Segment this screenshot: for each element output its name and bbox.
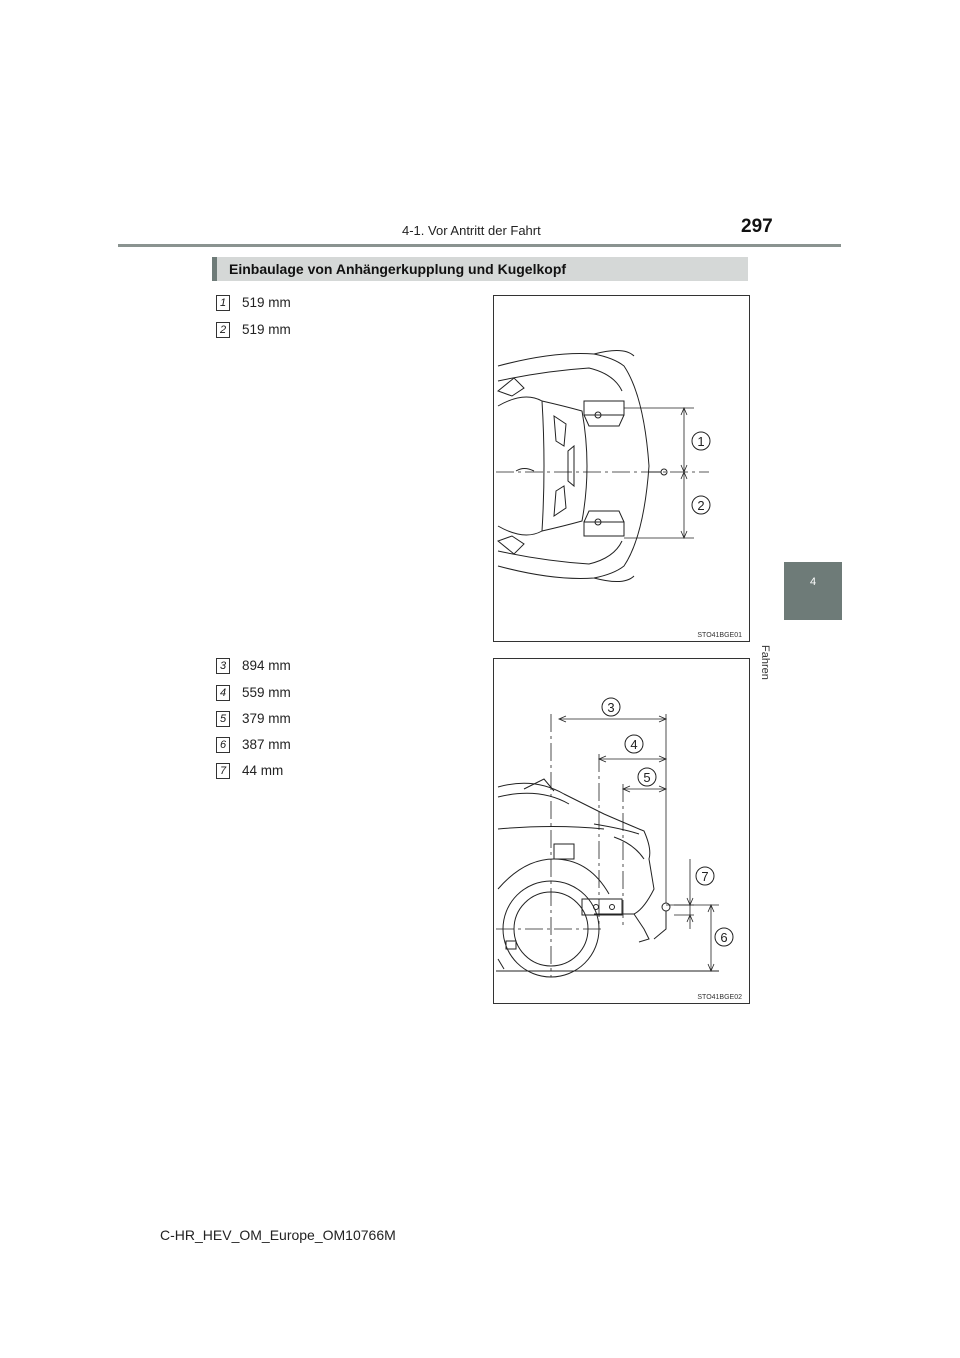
item-value: 44 mm: [242, 763, 284, 778]
callout-badge: 1: [216, 295, 230, 311]
item-value: 519 mm: [242, 295, 291, 310]
chapter-tab: [784, 562, 842, 620]
item-value: 379 mm: [242, 711, 291, 726]
figure-top-view: [493, 295, 750, 642]
side-view-drawing: [494, 659, 749, 1003]
chapter-number: 4: [809, 576, 817, 588]
callout-badge: 6: [216, 737, 230, 753]
figure-code: STO41BGE01: [697, 632, 742, 639]
item-value: 387 mm: [242, 737, 291, 752]
figure-side-view: [493, 658, 750, 1004]
chapter-label: Fahren: [759, 645, 771, 680]
callout-5: 5: [643, 770, 651, 785]
callout-1: 1: [697, 434, 705, 449]
callout-badge: 4: [216, 685, 230, 701]
section-header: 4-1. Vor Antritt der Fahrt: [402, 223, 541, 238]
figure-code: STO41BGE02: [697, 994, 742, 1001]
section-title-bar: [212, 257, 748, 281]
callout-4: 4: [630, 737, 638, 752]
callout-badge: 5: [216, 711, 230, 727]
header-divider: [118, 244, 841, 247]
document-footer: C-HR_HEV_OM_Europe_OM10766M: [160, 1227, 396, 1243]
callout-badge: 2: [216, 322, 230, 338]
callout-6: 6: [720, 930, 728, 945]
callout-2: 2: [697, 498, 705, 513]
item-value: 559 mm: [242, 685, 291, 700]
item-value: 519 mm: [242, 322, 291, 337]
top-view-drawing: [494, 296, 749, 641]
item-value: 894 mm: [242, 658, 291, 673]
callout-3: 3: [607, 700, 615, 715]
section-title: Einbaulage von Anhängerkupplung und Kugelkopf: [229, 261, 567, 277]
callout-badge: 3: [216, 658, 230, 674]
callout-badge: 7: [216, 763, 230, 779]
page-number: 297: [741, 216, 773, 237]
callout-7: 7: [701, 869, 709, 884]
